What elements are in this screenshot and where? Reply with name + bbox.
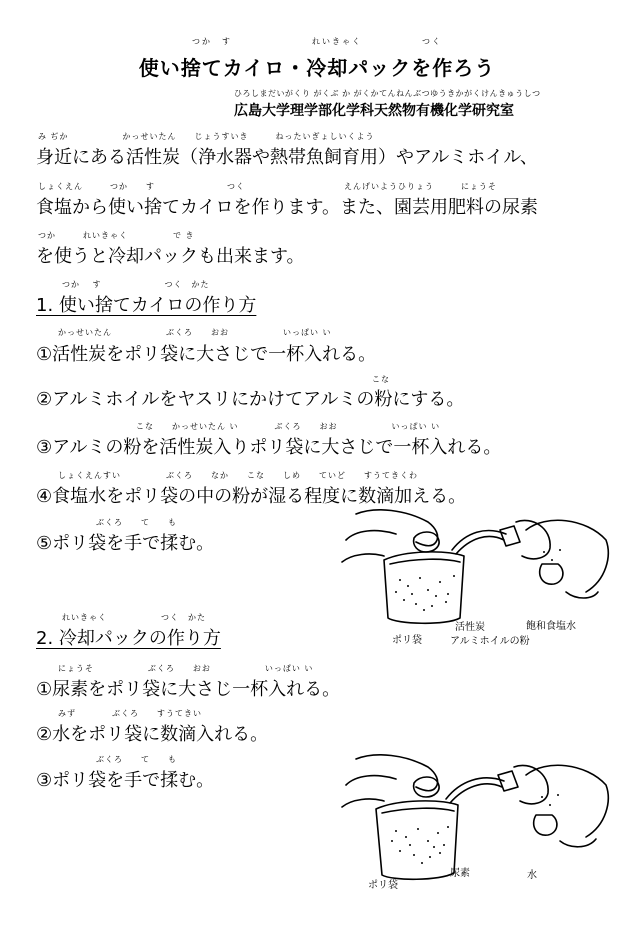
- s2-step2: ②水をポリ袋に数滴入れる。: [36, 724, 269, 745]
- intro-ruby-3: つか れいきゃく で き: [38, 231, 195, 240]
- section1-heading-ruby: つか す つく かた: [62, 280, 210, 289]
- page-title: 使い捨てカイロ・冷却パックを作ろう: [138, 56, 496, 80]
- fig2-label-bag: ポリ袋: [368, 880, 398, 891]
- s2-step3-ruby: ぶくろ て も: [96, 755, 177, 764]
- fig1-label-charcoal: 活性炭: [455, 622, 485, 633]
- s1-step1: ①活性炭をポリ袋に大さじで一杯入れる。: [36, 344, 377, 365]
- affiliation: 広島大学理学部化学科天然物有機化学研究室: [234, 103, 514, 119]
- intro-ruby-1: み ぢか かっせいたん じょうすいき ねったいぎょしいくよう: [38, 132, 375, 141]
- s2-step3: ③ポリ袋を手で揉む。: [36, 770, 215, 791]
- s1-step4-ruby: しょくえんすい ぶくろ なか こな しめ ていど すうてきくわ: [58, 471, 418, 480]
- s1-step3-ruby: こな かっせいたん い ぶくろ おお いっぱい い: [136, 422, 441, 431]
- coldpack-illustration: [336, 745, 616, 885]
- s1-step5-ruby: ぶくろ て も: [96, 518, 177, 527]
- title-ruby: つか す れいきゃく つく: [192, 37, 442, 46]
- intro-line-3: を使うと冷却パックも出来ます。: [36, 246, 305, 267]
- s2-step1: ①尿素をポリ袋に大さじ一杯入れる。: [36, 679, 341, 700]
- section2-heading-ruby: れいきゃく つく かた: [62, 613, 206, 622]
- fig2-label-urea: 尿素: [450, 868, 470, 879]
- s1-step5: ⑤ポリ袋を手で揉む。: [36, 533, 215, 554]
- s2-step2-ruby: みず ぶくろ すうてきい: [58, 709, 202, 718]
- intro-ruby-2: しょくえん つか す つく えんげいようひりょう にょうそ: [38, 182, 497, 191]
- s1-step3: ③アルミの粉を活性炭入りポリ袋に大さじで一杯入れる。: [36, 437, 502, 458]
- s1-step2: ②アルミホイルをヤスリにかけてアルミの粉にする。: [36, 389, 465, 410]
- fig1-label-saltwater: 飽和食塩水: [526, 621, 576, 632]
- fig1-label-aluminum: アルミホイルの粉: [450, 636, 530, 647]
- s2-step1-ruby: にょうそ ぶくろ おお いっぱい い: [58, 664, 314, 673]
- s1-step4: ④食塩水をポリ袋の中の粉が湿る程度に数滴加える。: [36, 486, 467, 507]
- affiliation-ruby: ひろしまだいがくり がくぶ か がくかてんねんぶつゆうきかがくけんきゅうしつ: [234, 89, 541, 98]
- s1-step2-ruby: こな: [372, 375, 390, 384]
- fig1-label-bag: ポリ袋: [392, 635, 422, 646]
- fig2-label-water: 水: [527, 870, 537, 881]
- intro-line-2: 食塩から使い捨てカイロを作ります。また、園芸用肥料の尿素: [36, 197, 539, 218]
- intro-line-1: 身近にある活性炭（浄水器や熱帯魚飼育用）やアルミホイル、: [36, 147, 538, 168]
- section1-heading: 1. 使い捨てカイロの作り方: [36, 295, 257, 316]
- s1-step1-ruby: かっせいたん ぶくろ おお いっぱい い: [58, 328, 332, 337]
- section2-heading: 2. 冷却パックの作り方: [36, 628, 221, 649]
